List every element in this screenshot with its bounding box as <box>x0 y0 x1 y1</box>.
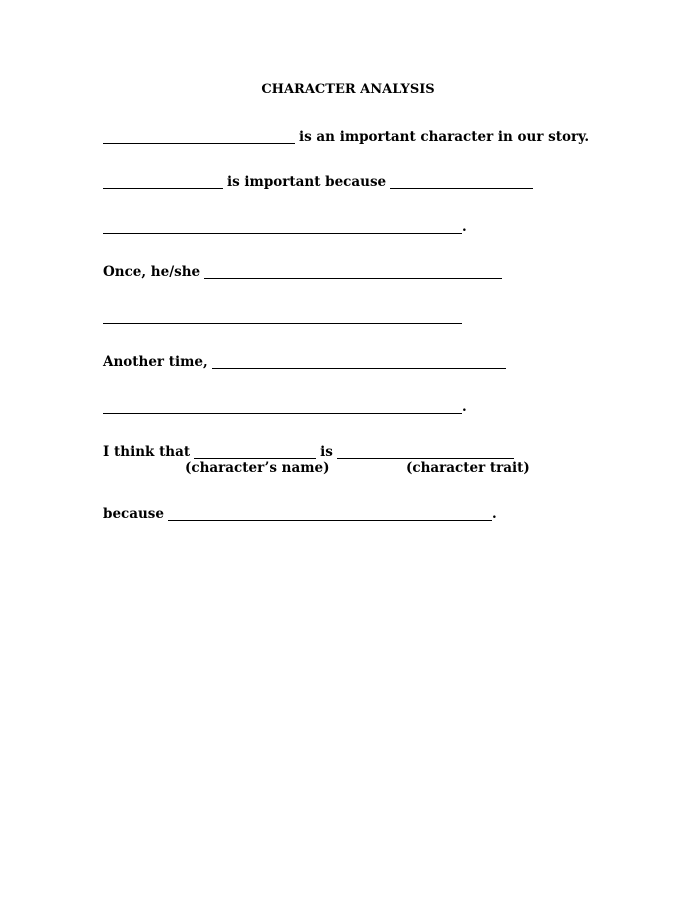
character-name-caption: (character’s name) <box>185 460 330 476</box>
page-title: CHARACTER ANALYSIS <box>261 82 435 97</box>
because-blank[interactable] <box>168 506 492 521</box>
another-time-blank[interactable] <box>212 354 506 369</box>
line-another-time-continued <box>103 398 467 416</box>
line-another-time <box>103 353 506 371</box>
line-because <box>103 505 497 523</box>
line-reason-continued <box>103 218 467 236</box>
another-time-text: Another time, <box>103 354 208 370</box>
is-text: is <box>320 444 333 460</box>
character-name-blank[interactable] <box>194 444 316 459</box>
period: . <box>462 399 467 415</box>
line-once <box>103 263 502 281</box>
period: . <box>462 219 467 235</box>
once-continued-blank[interactable] <box>103 309 462 324</box>
character-trait-caption: (character trait) <box>406 460 530 476</box>
important-character-text: is an important character in our story. <box>299 129 590 145</box>
reason-blank[interactable] <box>390 174 533 189</box>
period: . <box>492 506 497 522</box>
character-blank-2[interactable] <box>103 174 223 189</box>
i-think-that-text: I think that <box>103 444 191 460</box>
character-blank[interactable] <box>103 129 295 144</box>
character-trait-blank[interactable] <box>337 444 514 459</box>
reason-continued-blank[interactable] <box>103 219 462 234</box>
another-time-continued-blank[interactable] <box>103 399 462 414</box>
once-blank[interactable] <box>204 264 502 279</box>
is-important-because-text: is important because <box>227 174 387 190</box>
line-i-think-that <box>103 443 514 461</box>
line-once-continued <box>103 308 462 326</box>
line-important-character <box>103 128 593 146</box>
line-is-important-because <box>103 173 533 191</box>
once-text: Once, he/she <box>103 264 201 280</box>
because-text: because <box>103 506 165 522</box>
